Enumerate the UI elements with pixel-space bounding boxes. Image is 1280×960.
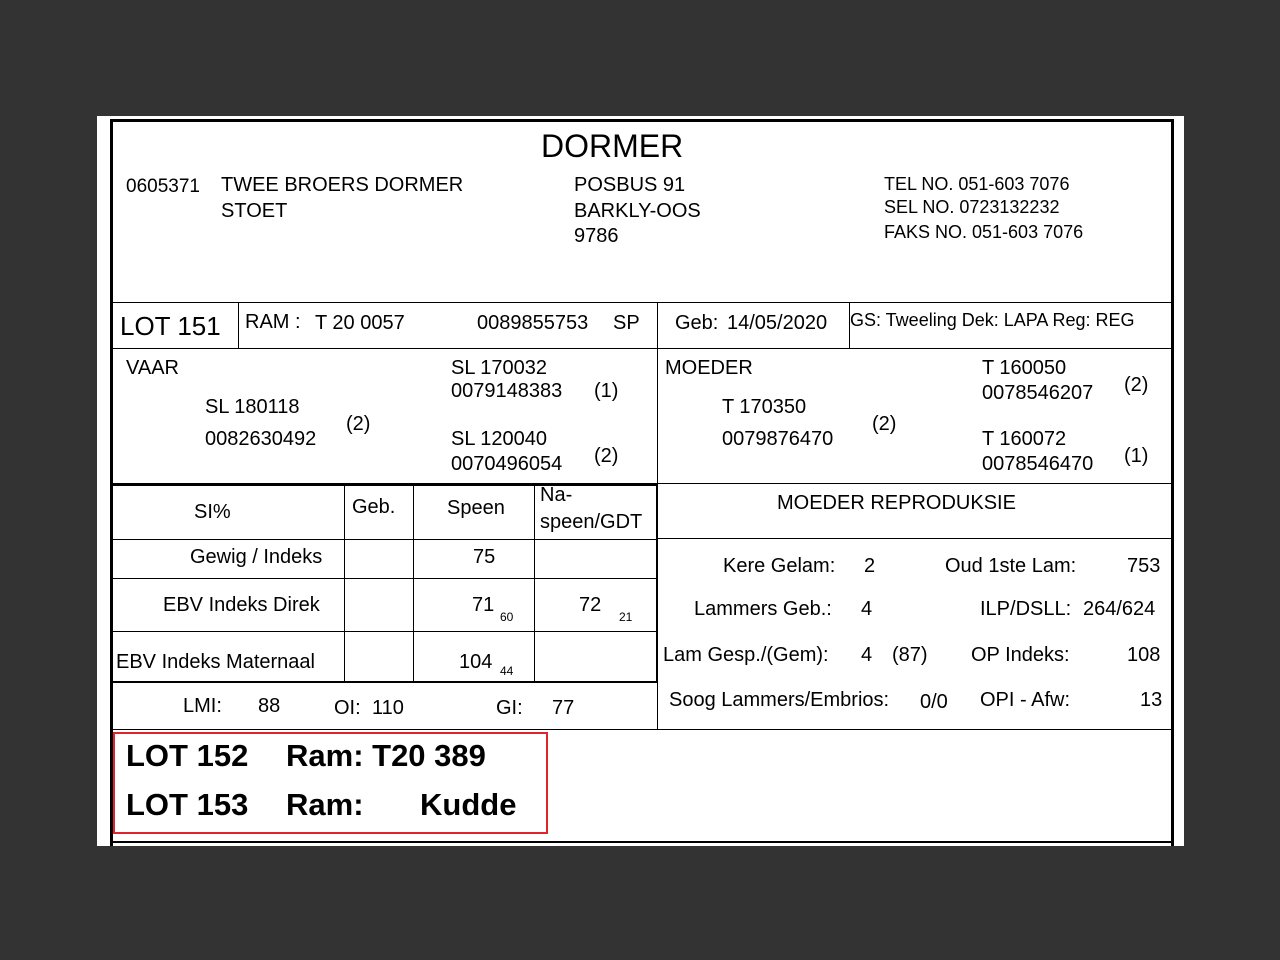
times-lambed-label: Kere Gelam: xyxy=(723,555,836,577)
row-ebv-maternal-speen: 104 xyxy=(459,651,493,673)
birth-date: 14/05/2020 xyxy=(727,312,828,334)
gs-info: GS: Tweeling Dek: LAPA Reg: REG xyxy=(850,310,1135,330)
index-table-bottom xyxy=(113,681,658,683)
index-table-row1-bottom xyxy=(113,578,657,579)
lambs-weaned-value: 4 xyxy=(861,644,873,666)
row-weight-speen: 75 xyxy=(473,546,496,568)
index-table-header-bottom xyxy=(113,539,657,540)
dam-label: MOEDER xyxy=(665,357,753,379)
sire-sire-registration: 0079148383 xyxy=(451,380,563,402)
op-index-label: OP Indeks: xyxy=(971,644,1070,666)
col-naspeen-header-1: Na- xyxy=(540,484,573,506)
divider-lot-top xyxy=(113,302,1173,303)
times-lambed-value: 2 xyxy=(864,555,876,577)
address-line2: BARKLY-OOS xyxy=(574,200,701,222)
breeder-number: 0605371 xyxy=(126,176,200,197)
suckled-lambs-label: Soog Lammers/Embrios: xyxy=(669,689,890,711)
dam-dam-id: T 160072 xyxy=(982,428,1067,450)
lot-153-ram: Ram: xyxy=(286,787,364,822)
dam-dam-registration: 0078546470 xyxy=(982,453,1094,475)
index-col-speen-line xyxy=(413,484,414,683)
col-speen-header: Speen xyxy=(447,497,505,519)
repro-left-border xyxy=(657,484,658,729)
sire-dam-grade: (2) xyxy=(594,445,619,467)
sel-number: SEL NO. 0723132232 xyxy=(884,197,1060,217)
address-line3: 9786 xyxy=(574,225,619,247)
repro-title: MOEDER REPRODUKSIE xyxy=(777,492,1016,514)
breed-title: DORMER xyxy=(541,128,684,164)
row-ebv-direct-speen: 71 xyxy=(472,594,495,616)
row-ebv-direct-speen-accuracy: 60 xyxy=(500,610,514,624)
sire-id: SL 180118 xyxy=(205,396,300,418)
lmi-label: LMI: xyxy=(183,695,222,717)
oi-label: OI: xyxy=(334,697,361,719)
ram-registration: 0089855753 xyxy=(477,312,589,334)
index-table-row2-bottom xyxy=(113,631,657,632)
sire-grade: (2) xyxy=(346,413,371,435)
row-ebv-maternal-label: EBV Indeks Maternaal xyxy=(116,651,315,673)
dam-grade: (2) xyxy=(872,413,897,435)
lambs-weaned-average: (87) xyxy=(892,644,928,666)
frame-bottom xyxy=(110,841,1174,843)
index-table-top xyxy=(113,484,658,486)
ilp-dsll-label: ILP/DSLL: xyxy=(980,598,1072,620)
col-naspeen-header-2: speen/GDT xyxy=(540,511,643,533)
opi-deviation-label: OPI - Afw: xyxy=(980,689,1071,711)
sire-label: VAAR xyxy=(126,357,179,379)
first-lamb-age-label: Oud 1ste Lam: xyxy=(945,555,1077,577)
row-ebv-maternal-speen-accuracy: 44 xyxy=(500,664,514,678)
col-geb-header: Geb. xyxy=(352,496,396,518)
stud-name-line1: TWEE BROERS DORMER xyxy=(221,174,464,196)
stud-name-line2: STOET xyxy=(221,200,288,222)
gi-label: GI: xyxy=(496,697,523,719)
ram-id: T 20 0057 xyxy=(315,312,405,334)
lambs-weaned-label: Lam Gesp./(Gem): xyxy=(663,644,829,666)
opi-deviation-value: 13 xyxy=(1140,689,1163,711)
suckled-lambs-value: 0/0 xyxy=(920,691,948,713)
lot-152-label: LOT 152 xyxy=(126,738,249,773)
repro-title-bottom xyxy=(658,538,1173,539)
birth-label: Geb: xyxy=(675,312,719,334)
row-weight-label: Gewig / Indeks xyxy=(190,546,323,568)
ilp-dsll-value: 264/624 xyxy=(1083,598,1156,620)
sire-dam-registration: 0070496054 xyxy=(451,453,563,475)
sire-sire-id: SL 170032 xyxy=(451,357,548,379)
divider-lot-bottom xyxy=(113,348,1173,349)
address-line1: POSBUS 91 xyxy=(574,174,686,196)
oi-value: 110 xyxy=(372,697,404,719)
lot-153-value: Kudde xyxy=(420,787,517,822)
sire-dam-id: SL 120040 xyxy=(451,428,548,450)
catalogue-card xyxy=(97,116,1184,846)
col-si-header: SI% xyxy=(194,501,231,523)
lambs-born-value: 4 xyxy=(861,598,873,620)
gi-value: 77 xyxy=(552,697,575,719)
frame-top xyxy=(110,119,1174,122)
dam-sire-registration: 0078546207 xyxy=(982,382,1094,404)
dam-dam-grade: (1) xyxy=(1124,445,1149,467)
sire-registration: 0082630492 xyxy=(205,428,317,450)
faks-number: FAKS NO. 051-603 7076 xyxy=(884,222,1084,242)
index-col-naspeen-line xyxy=(534,484,535,683)
row-ebv-direct-label: EBV Indeks Direk xyxy=(163,594,320,616)
dam-sire-id: T 160050 xyxy=(982,357,1067,379)
section-bottom-line xyxy=(113,729,1173,730)
divider-pedigree-v xyxy=(657,348,658,483)
index-col-geb-line xyxy=(344,484,345,683)
op-index-value: 108 xyxy=(1127,644,1161,666)
tel-number: TEL NO. 051-603 7076 xyxy=(884,174,1070,194)
row-ebv-direct-naspeen-accuracy: 21 xyxy=(619,610,633,624)
dam-sire-grade: (2) xyxy=(1124,374,1149,396)
lot-152-ram: Ram: T20 389 xyxy=(286,738,486,773)
row-ebv-direct-naspeen: 72 xyxy=(579,594,602,616)
ram-grade: SP xyxy=(613,312,640,334)
dam-registration: 0079876470 xyxy=(722,428,834,450)
dam-id: T 170350 xyxy=(722,396,807,418)
first-lamb-age-value: 753 xyxy=(1127,555,1161,577)
lambs-born-label: Lammers Geb.: xyxy=(694,598,832,620)
sire-sire-grade: (1) xyxy=(594,380,619,402)
lmi-value: 88 xyxy=(258,695,281,717)
ram-label: RAM : xyxy=(245,311,301,333)
lot-label: LOT 151 xyxy=(120,311,221,341)
divider-lot-v2 xyxy=(657,302,658,348)
divider-lot-v1 xyxy=(238,302,239,348)
lot-153-label: LOT 153 xyxy=(126,787,249,822)
